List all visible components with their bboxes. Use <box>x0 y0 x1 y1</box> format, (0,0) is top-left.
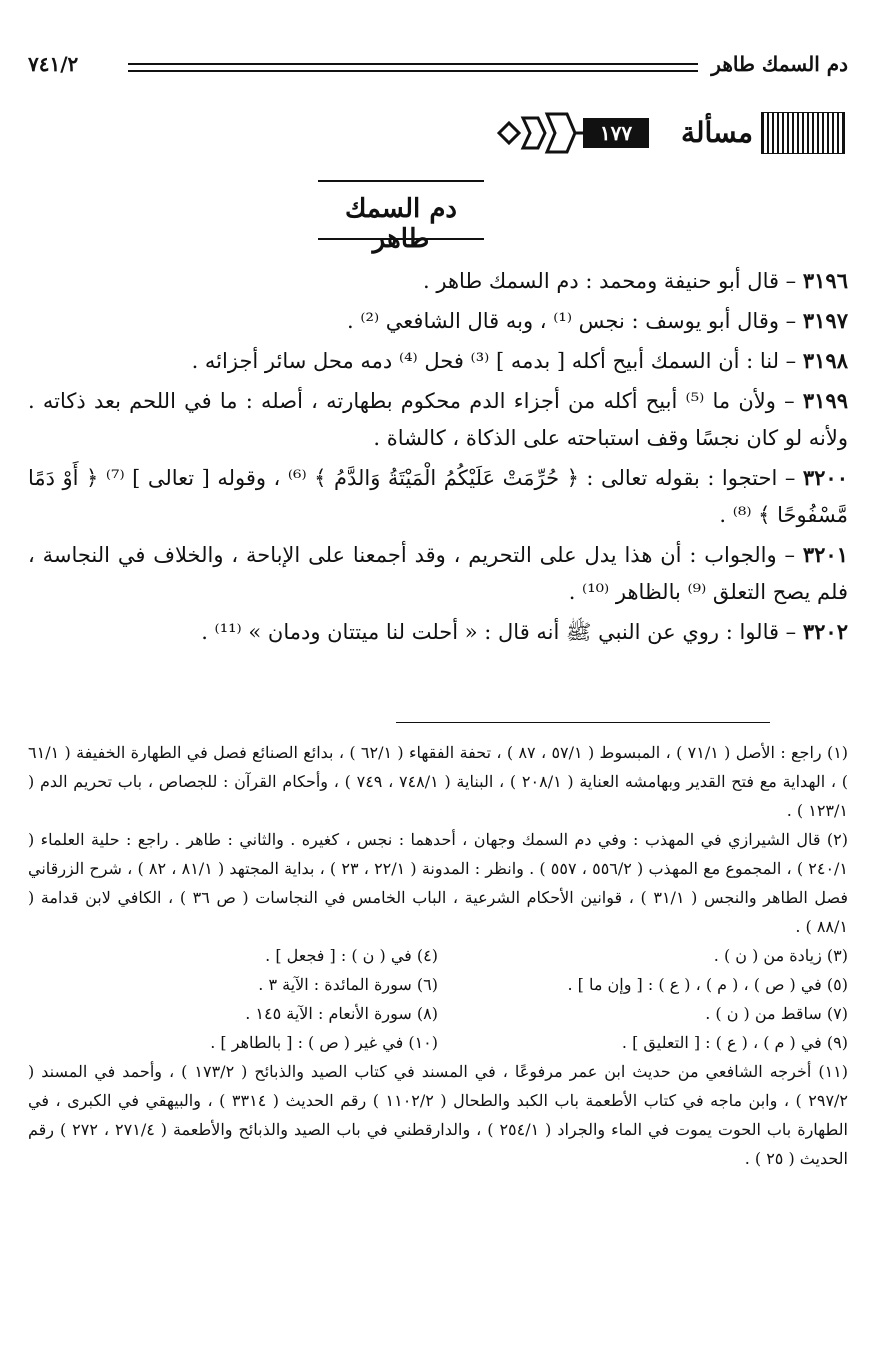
running-title: دم السمك طاهر <box>711 52 848 76</box>
footnote: (٨) سورة الأنعام : الآية ١٤٥ . <box>245 1004 438 1023</box>
paragraph-text: – قالوا : روي عن النبي ﷺ أنه قال : « أحلت لنا ميتتان ودمان » ⁽¹¹⁾ . <box>201 620 797 644</box>
footnote: (١٠) في غير ( ص ) : [ بالطاهر ] . <box>210 1033 438 1052</box>
paragraph-text: – وقال أبو يوسف : نجس ⁽¹⁾ ، وبه قال الشافعي ⁽²⁾ . <box>347 309 797 333</box>
footnote: (٩) في ( م ) ، ( ع ) : [ التعليق ] . <box>621 1033 848 1052</box>
page-reference: ٧٤١/٢ <box>28 52 79 76</box>
paragraph-number: ٣٢٠١ <box>802 542 848 567</box>
ornament-icon <box>495 108 585 158</box>
barcode-ornament-icon <box>761 112 845 154</box>
paragraph-number: ٣٢٠٢ <box>802 619 848 644</box>
issue-label: مسألة <box>680 116 753 149</box>
footnote: (٥) في ( ص ) ، ( م ) ، ( ع ) : [ وإن ما ] . <box>567 975 848 994</box>
paragraph <box>28 262 848 300</box>
paragraph-number: ٣١٩٩ <box>802 388 848 413</box>
paragraph-text: – لنا : أن السمك أبيح أكله [ بدمه ] ⁽³⁾ فحل ⁽⁴⁾ دمه محل سائر أجزائه . <box>191 349 797 373</box>
paragraph <box>28 342 848 380</box>
footnote: (٦) سورة المائدة : الآية ٣ . <box>258 975 438 994</box>
footnote-separator <box>396 722 770 723</box>
running-header <box>28 52 848 86</box>
paragraph-text: – قال أبو حنيفة ومحمد : دم السمك طاهر . <box>423 269 797 293</box>
paragraph <box>28 613 848 651</box>
paragraph <box>28 459 848 534</box>
paragraph-text: – والجواب : أن هذا يدل على التحريم ، وقد أجمعنا على الإباحة ، والخلاف في النجاسة ، فلم يصح التعلق ⁽⁹⁾ بالظاهر ⁽¹⁰⁾ . <box>28 543 848 604</box>
header-rule <box>128 63 698 72</box>
section-title-box <box>318 180 484 254</box>
paragraph <box>28 302 848 340</box>
paragraph-number: ٣١٩٨ <box>802 348 848 373</box>
paragraph-text: – احتجوا : بقوله تعالى : ﴿ حُرِّمَتْ عَلَيْكُمُ الْمَيْتَةُ وَالدَّمُ ﴾ ⁽⁶⁾ ، وقوله [ تعالى ] ⁽⁷⁾ ﴿ أَوْ دَمًا مَّسْفُوحًا ﴾ ⁽⁸⁾ . <box>28 466 848 527</box>
footnote: (١) راجع : الأصل ( ٧١/١ ) ، المبسوط ( ٥٧/١ ، ٨٧ ) ، تحفة الفقهاء ( ٦٢/١ ) ، بدائع الصنائع فصل في الطهارة الخفيفة ( ٦١/١ ) ، الهداية مع فتح القدير وبهامشه العناية ( ٢٠٨/١ ) ، البناية ( ٧٤٨/١ ، ٧٤٩ ) ، وأحكام القرآن : للجصاص ، باب تحريم الدم ( ١٢٣/١ ) . <box>28 743 849 820</box>
footnote: (٢) قال الشيرازي في المهذب : وفي دم السمك وجهان ، أحدهما : نجس ، كغيره . والثاني : طاهر . راجع : حلية العلماء ( ٢٤٠/١ ) ، المجموع مع المهذب ( ٥٥٦/٢ ، ٥٥٧ ) . وانظر : المدونة ( ٢٢/١ ، ٢٣ ) ، بداية المجتهد ( ٨١/١ ، ٨٢ ) ، شرح الزرقاني فصل الطاهر والنجس ( ٣١/١ ) ، قوانين الأحكام الشرعية ، الباب الخامس في النجاسات ( ص ٣٦ ) ، الكافي لابن قدامة ( ٨٨/١ ) . <box>28 830 849 936</box>
issue-number: ١٧٧ <box>583 118 649 148</box>
paragraph-number: ٣١٩٧ <box>802 308 848 333</box>
footnote: (٧) ساقط من ( ن ) . <box>705 1004 848 1023</box>
paragraph <box>28 536 848 611</box>
paragraph-text: – ولأن ما ⁽⁵⁾ أبيح أكله من أجزاء الدم محكوم بطهارته ، أصله : ما في اللحم بعد ذكاته . ولأنه لو كان نجسًا وقف استباحته على الذكاة ، كالشاة . <box>28 389 848 450</box>
footnote-row <box>28 1028 848 1057</box>
issue-banner <box>495 108 845 158</box>
footnote-row <box>28 999 848 1028</box>
footnote-row <box>28 941 848 970</box>
paragraph-number: ٣١٩٦ <box>802 268 848 293</box>
paragraph-number: ٣٢٠٠ <box>802 465 848 490</box>
section-title: دم السمك طاهر <box>344 194 457 254</box>
footnote: (١١) أخرجه الشافعي من حديث ابن عمر مرفوعًا ، في المسند في كتاب الصيد والذبائح ( ١٧٣/٢ ) ، وأحمد في المسند ( ٢٩٧/٢ ) ، وابن ماجه في كتاب الأطعمة باب الكبد والطحال ( ١١٠٢/٢ ) رقم الحديث ( ٣٣١٤ ) ، والبيهقي في الكبرى ، في الطهارة باب الحوت يموت في الماء والجراد ( ٢٥٤/١ ) ، والدارقطني في باب الصيد والذبائح والأطعمة ( ٢٧١/٤ ، ٢٧٢ ) رقم الحديث ( ٢٥ ) . <box>28 1062 849 1168</box>
footnote-row <box>28 970 848 999</box>
paragraph <box>28 382 848 457</box>
footnotes <box>28 738 848 1173</box>
footnote: (٣) زيادة من ( ن ) . <box>713 946 848 965</box>
footnote: (٤) في ( ن ) : [ فجعل ] . <box>265 946 438 965</box>
main-text <box>28 262 848 653</box>
